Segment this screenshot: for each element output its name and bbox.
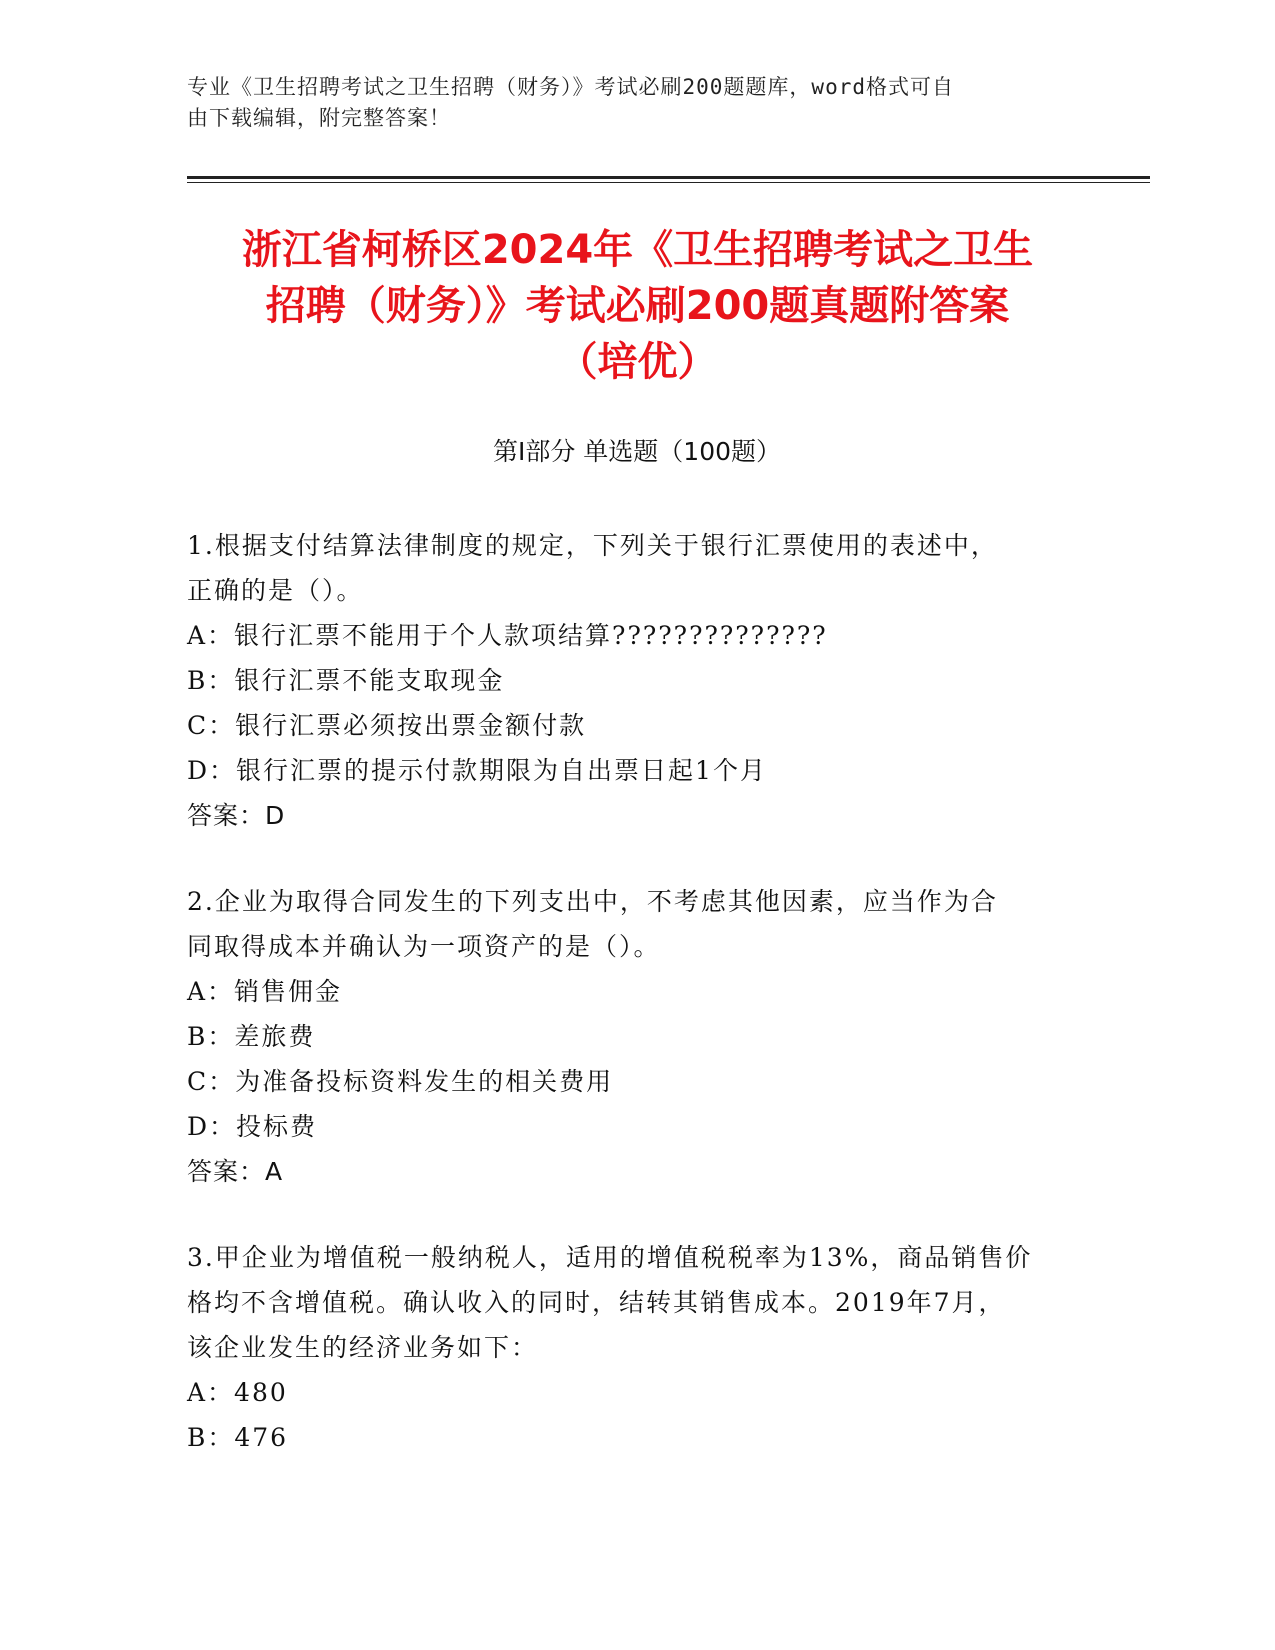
question-stem: 格均不含增值税。确认收入的同时，结转其销售成本。2019年7月， [187, 1288, 1006, 1317]
question-stem: 正确的是（）。 [187, 576, 364, 605]
option-d: D：银行汇票的提示付款期限为自出票日起1个月 [187, 756, 767, 785]
option-b: B：差旅费 [187, 1022, 316, 1051]
question-1 [187, 523, 1067, 838]
option-a: A：银行汇票不能用于个人款项结算?????????????? [187, 621, 828, 650]
title-line: 招聘（财务）》考试必刷200题真题附答案 [265, 283, 1010, 329]
option-b: B：476 [187, 1423, 289, 1452]
document-title [150, 222, 1125, 390]
header-note [187, 72, 1067, 134]
question-stem: 1.根据支付结算法律制度的规定，下列关于银行汇票使用的表述中， [187, 531, 998, 560]
question-list [187, 523, 1067, 1501]
title-line: 浙江省柯桥区2024年《卫生招聘考试之卫生 [241, 227, 1034, 273]
option-b: B：银行汇票不能支取现金 [187, 666, 505, 695]
answer: 答案：D [187, 801, 286, 830]
question-stem: 同取得成本并确认为一项资产的是（）。 [187, 932, 661, 961]
option-a: A：480 [187, 1378, 288, 1407]
header-divider-thick [187, 176, 1150, 179]
title-line: （培优） [557, 339, 718, 385]
header-note-line: 由下载编辑，附完整答案！ [187, 106, 451, 130]
option-d: D：投标费 [187, 1112, 318, 1141]
option-c: C：为准备投标资料发生的相关费用 [187, 1067, 614, 1096]
header-note-line: 专业《卫生招聘考试之卫生招聘（财务）》考试必刷200题题库，word格式可自 [187, 75, 954, 99]
option-a: A：销售佣金 [187, 977, 343, 1006]
question-2 [187, 879, 1067, 1194]
section-title: 第Ⅰ部分 单选题（100题） [492, 437, 782, 466]
option-c: C：银行汇票必须按出票金额付款 [187, 711, 587, 740]
answer: 答案：A [187, 1157, 284, 1186]
header-divider-thin [187, 182, 1150, 183]
question-3 [187, 1235, 1067, 1460]
question-stem: 2.企业为取得合同发生的下列支出中，不考虑其他因素，应当作为合 [187, 887, 998, 916]
question-stem: 3.甲企业为增值税一般纳税人，适用的增值税税率为13%，商品销售价 [187, 1243, 1033, 1272]
question-stem: 该企业发生的经济业务如下： [187, 1333, 539, 1362]
